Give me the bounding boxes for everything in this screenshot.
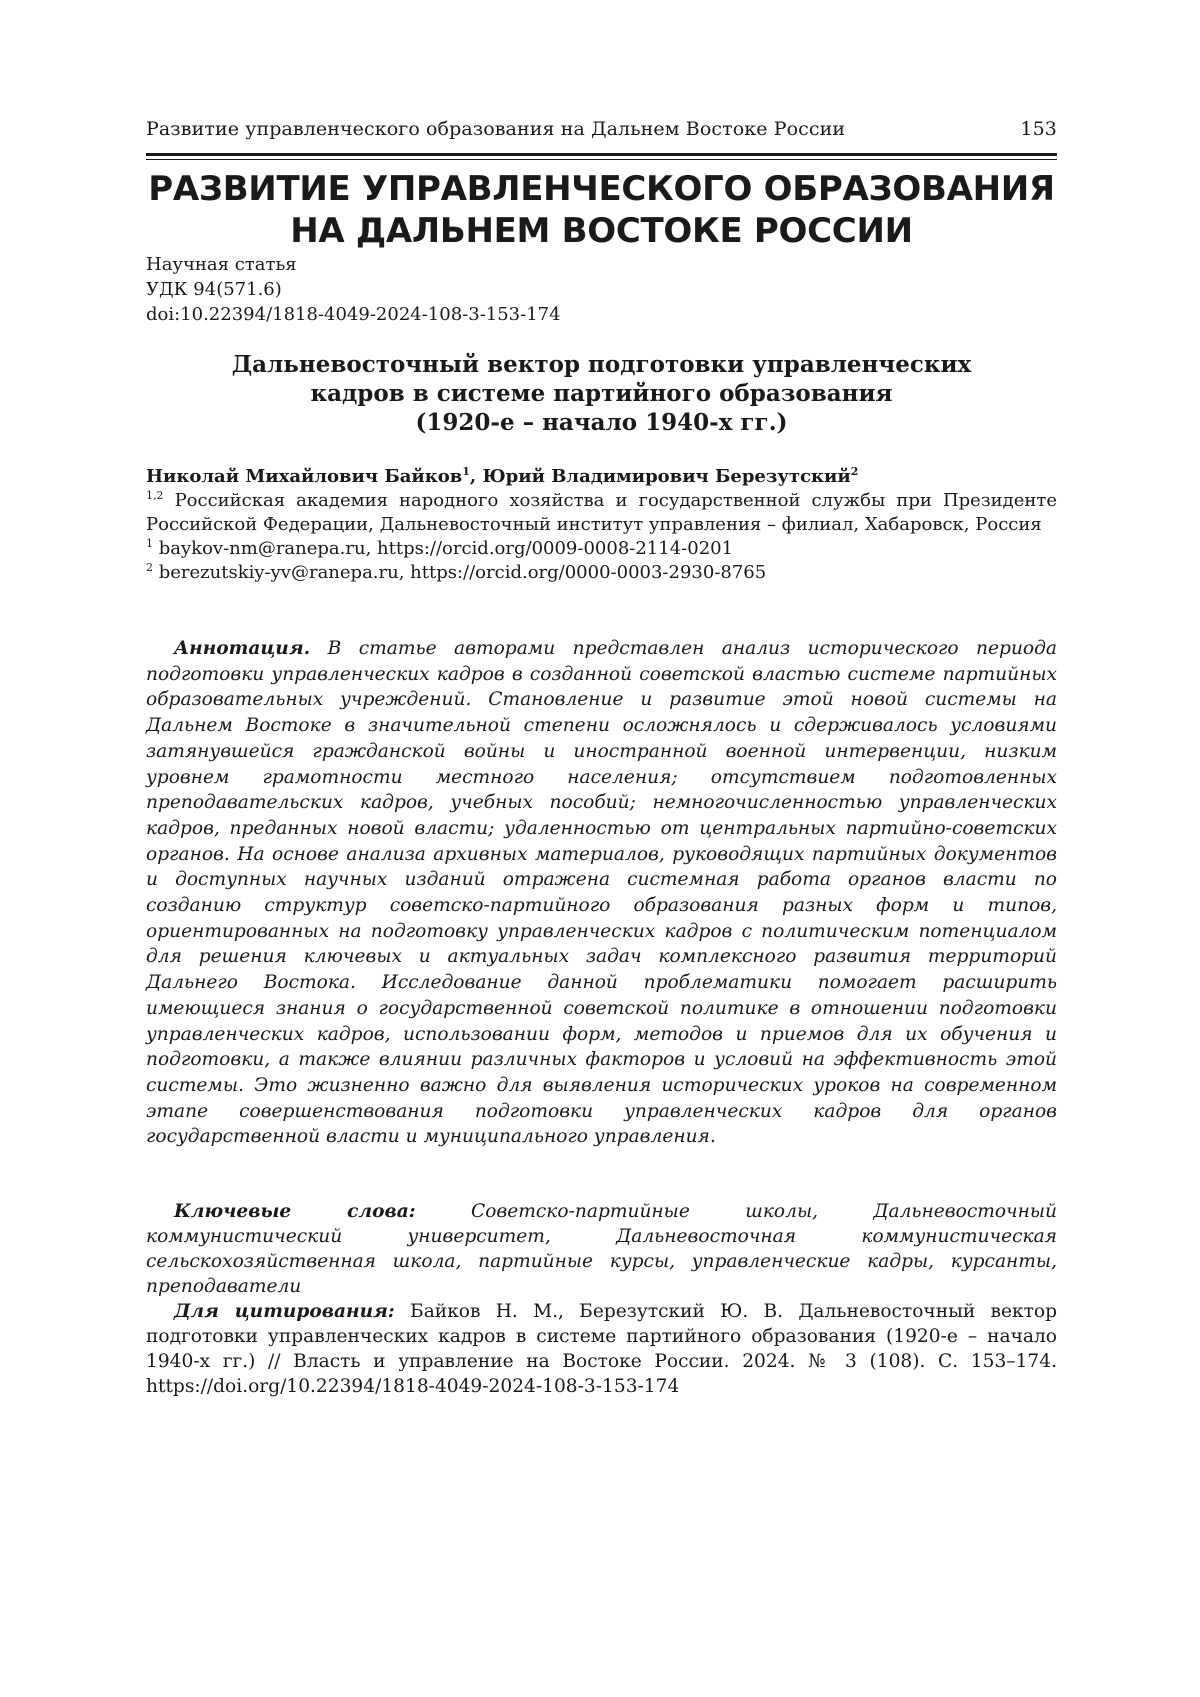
affiliation — [146, 489, 1057, 537]
header-rule-thin — [146, 159, 1057, 160]
contact-2-text[interactable]: berezutskiy-yv@ranepa.ru, https://orcid.org/0000-0003-2930-8765 — [159, 562, 766, 583]
header-rule-thick — [146, 153, 1057, 156]
author-2: Юрий Владимирович Березутский — [482, 466, 850, 487]
annotation-text: В статье авторами представлен анализ исторического периода подготовки управленческих кадров в созданной советской властью системе партийных образовательных учреждений. Становление и развитие этой новой системы на Дальнем Востоке в значительной степени осложнялось и сдерживалось условиями затянувшейся гражданской войны и иностранной военной интервенции, низким уровнем грамотности местного населения; отсутствием подготовленных преподавательских кадров, учебных пособий; немногочисленностью управленческих кадров, преданных новой власти; удаленностью от центральных партийно-советских органов. На основе анализа архивных материалов, руководящих партийных документов и доступных научных изданий отражена системная работа органов власти по созданию структур советско-партийного образования разных форм и типов, ориентированных на подготовку управленческих кадров с политическим потенциалом для решения ключевых и актуальных задач комплексного развития территорий Дальнего Востока. Исследование данной проблематики помогает расширить имеющиеся знания о государственной советской политике в отношении подготовки управленческих кадров, использовании форм, методов и приемов для их обучения и подготовки, а также влиянии различных факторов и условий на эффективность этой системы. Это жизненно важно для выявления исторических уроков на современном этапе совершенствования подготовки управленческих кадров для органов государственной власти и муниципального управления. — [146, 638, 1057, 1147]
contact-1-sup: 1 — [146, 537, 153, 550]
article-title — [146, 350, 1057, 437]
author-1: Николай Михайлович Байков — [146, 466, 462, 487]
annotation — [146, 636, 1057, 1150]
contact-1 — [146, 537, 1057, 561]
authors-block — [146, 465, 1057, 585]
running-header — [146, 118, 1057, 140]
affiliation-sup: 1,2 — [146, 489, 164, 502]
section-title — [146, 168, 1057, 252]
affiliation-text: Российская академия народного хозяйства и государственной службы при Президенте Российской Федерации, Дальневосточный институт управления – филиал, Хабаровск, Россия — [146, 490, 1057, 535]
contact-1-text[interactable]: baykov-nm@ranepa.ru, https://orcid.org/0009-0008-2114-0201 — [159, 538, 733, 559]
doi[interactable]: doi:10.22394/1818-4049-2024-108-3-153-174 — [146, 302, 561, 327]
keywords-text: Советско-партийные школы, Дальневосточный коммунистический университет, Дальневосточная коммунистическая сельскохозяйственная школа, партийные курсы, управленческие кадры, курсанты, преподаватели — [146, 1201, 1057, 1297]
author-1-sup: 1 — [462, 465, 470, 478]
author-names — [146, 465, 1057, 489]
contact-2 — [146, 561, 1057, 585]
annotation-label: Аннотация. — [174, 638, 310, 659]
article-title-line1: Дальневосточный вектор подготовки управленческих — [146, 350, 1057, 379]
author-2-sup: 2 — [851, 465, 859, 478]
article-title-line3: (1920-е – начало 1940-х гг.) — [146, 408, 1057, 437]
article-type: Научная статья — [146, 252, 561, 277]
running-header-title: Развитие управленческого образования на Дальнем Востоке России — [146, 118, 845, 140]
keywords — [146, 1199, 1057, 1299]
section-title-line2: НА ДАЛЬНЕМ ВОСТОКЕ РОССИИ — [146, 210, 1057, 252]
page-number: 153 — [1020, 118, 1057, 140]
section-title-line1: РАЗВИТИЕ УПРАВЛЕНЧЕСКОГО ОБРАЗОВАНИЯ — [146, 168, 1057, 210]
keywords-label: Ключевые слова: — [174, 1201, 416, 1222]
author-separator: , — [470, 466, 483, 487]
contact-2-sup: 2 — [146, 561, 153, 574]
article-meta — [146, 252, 561, 327]
journal-page — [0, 0, 1200, 1697]
citation — [146, 1299, 1057, 1399]
article-title-line2: кадров в системе партийного образования — [146, 379, 1057, 408]
citation-text: Байков Н. М., Березутский Ю. В. Дальневосточный вектор подготовки управленческих кадров в системе партийного образования (1920-е – начало 1940-х гг.) // Власть и управление на Востоке России. 2024. № 3 (108). С. 153–174. https://doi.org/10.22394/1818-4049-2024-108-3-153-174 — [146, 1301, 1057, 1397]
udk-code: УДК 94(571.6) — [146, 277, 561, 302]
citation-label: Для цитирования: — [174, 1301, 395, 1322]
